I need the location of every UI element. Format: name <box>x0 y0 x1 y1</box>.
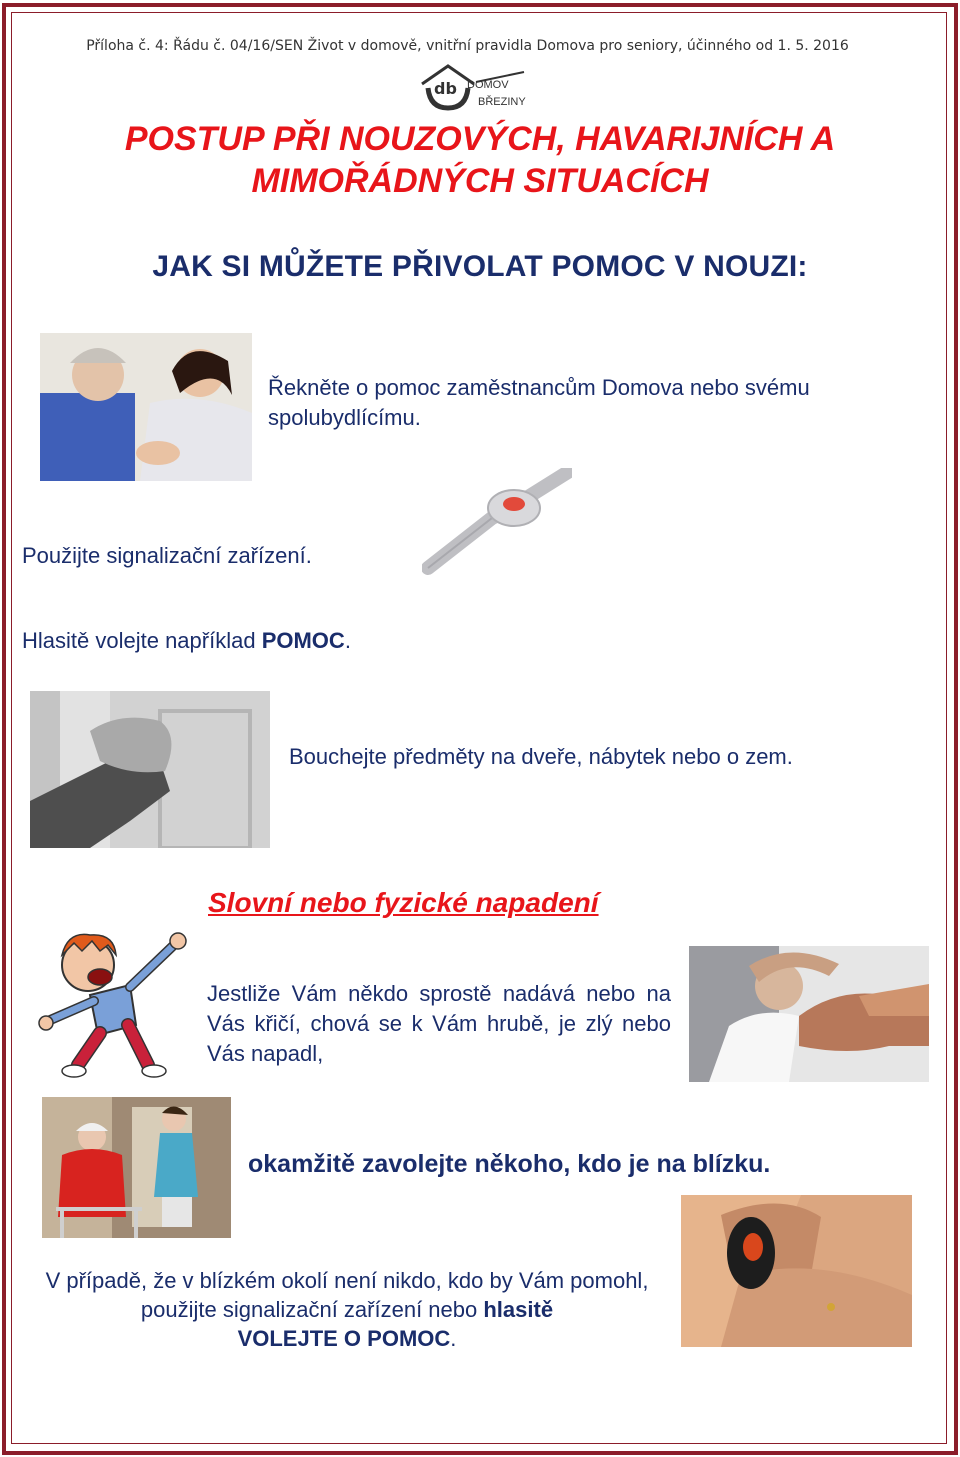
photo-senior-with-nurse <box>42 1097 231 1238</box>
assault-heading: Slovní nebo fyzické napadení <box>208 887 599 918</box>
title-line-2: MIMOŘÁDNÝCH SITUACÍCH <box>251 162 709 200</box>
footer-bold-loudly: hlasitě <box>483 1297 554 1322</box>
shout-text: Hlasitě volejte například <box>22 628 262 653</box>
svg-text:db: db <box>434 79 457 98</box>
subtitle: JAK SI MŮŽETE PŘIVOLAT POMOC V NOUZI: <box>152 250 808 283</box>
logo-text-domov: DOMOV <box>467 79 509 91</box>
step-use-device: Použijte signalizační zařízení. <box>22 543 312 568</box>
shout-bold-word: POMOC <box>261 628 345 653</box>
footer-text: V případě, že v blízkém okolí není nikdo, kdo by Vám pomohl, použijte signalizační zařízení nebo <box>45 1268 649 1322</box>
photo-threatening-fist <box>689 946 929 1082</box>
step-knock: Bouchejte předměty na dveře, nábytek nebo o zem. <box>289 744 793 769</box>
photo-knocking-on-door <box>30 691 270 848</box>
shout-suffix: . <box>344 628 351 653</box>
logo-text-breziny: BŘEZINY <box>478 96 526 108</box>
assault-description: Jestliže Vám někdo sprostě nadává nebo na Vás křičí, chová se k Vám hrubě, je zlý nebo Vás napadl, <box>207 981 671 1066</box>
step-shout <box>22 626 351 656</box>
assault-action: okamžitě zavolejte někoho, kdo je na blízku. <box>248 1150 771 1178</box>
header-note: Příloha č. 4: Řádu č. 04/16/SEN Život v domově, vnitřní pravidla Domova pro seniory, účinného od 1. 5. 2016 <box>86 38 849 54</box>
title-line-1: POSTUP PŘI NOUZOVÝCH, HAVARIJNÍCH A <box>124 120 836 158</box>
step-ask-for-help: Řekněte o pomoc zaměstnancům Domova nebo svému spolubydlícímu. <box>268 375 810 430</box>
page-title <box>0 118 960 202</box>
footer-end: . <box>450 1326 457 1351</box>
photo-hand-pressing-alarm <box>681 1195 912 1347</box>
footer-instruction <box>40 1266 654 1353</box>
angry-cartoon-image <box>38 925 188 1080</box>
alarm-wristband-image <box>422 468 572 578</box>
photo-carer-with-senior <box>40 333 252 481</box>
footer-bold-call: VOLEJTE O POMOC <box>237 1326 451 1351</box>
